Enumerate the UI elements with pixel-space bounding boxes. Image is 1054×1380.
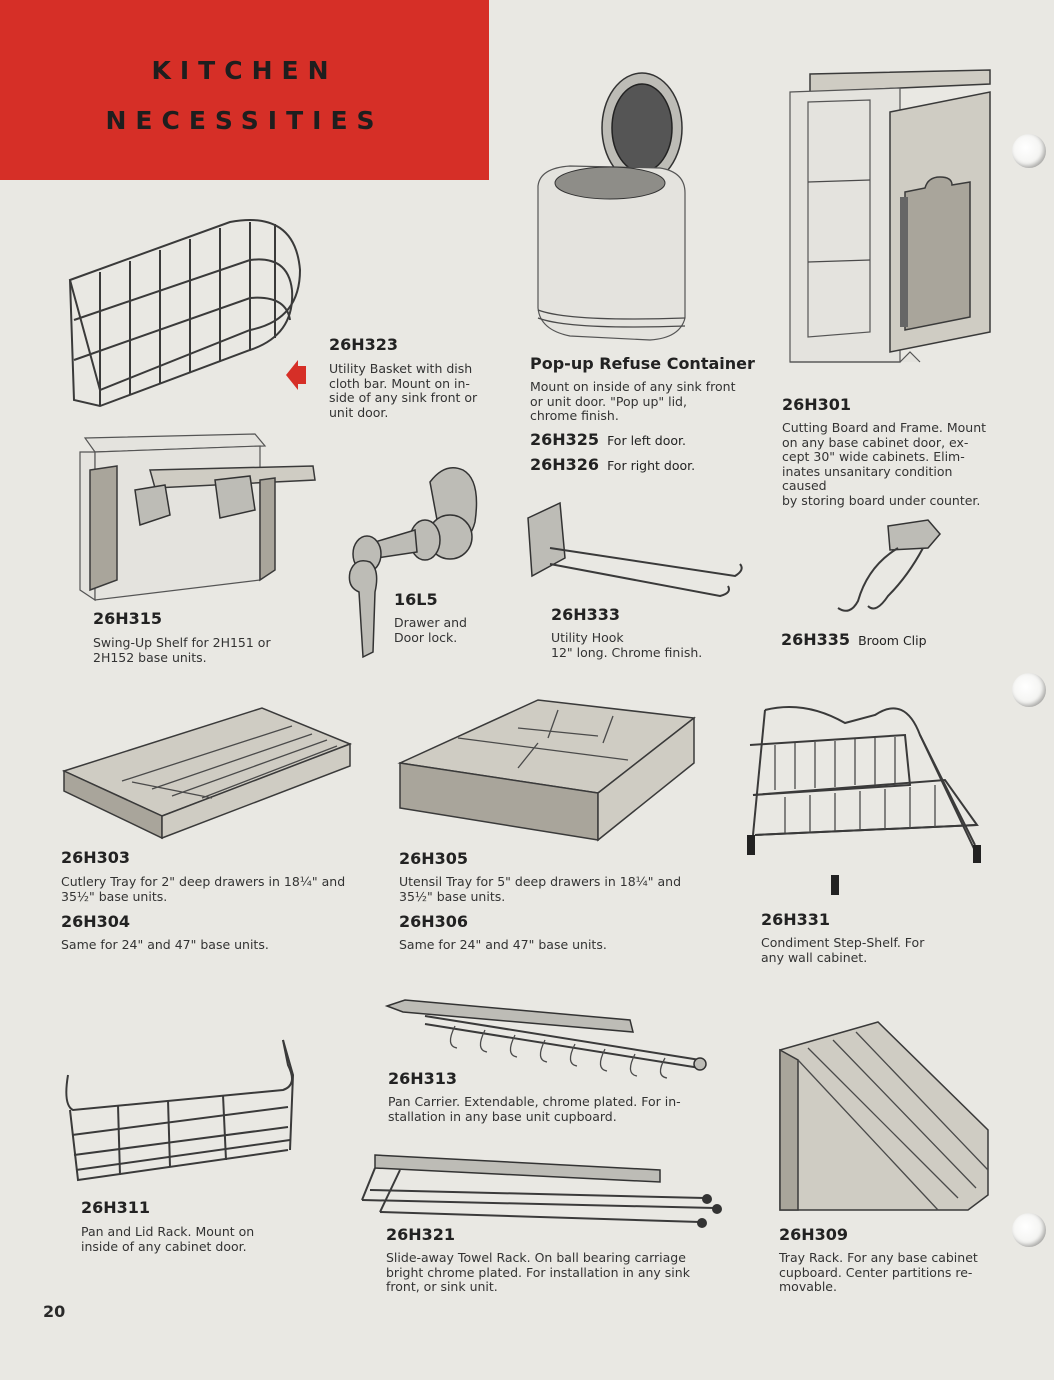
desc-line: Door lock. (394, 629, 458, 645)
product-code-26h335 (781, 630, 927, 649)
desc-line: Same for 24" and 47" base units. (399, 937, 607, 952)
refuse-container-image (530, 68, 690, 343)
product-desc-26h315 (93, 636, 293, 665)
product-code-26h315: 26H315 (93, 609, 163, 628)
desc-line: 2H152 base units. (93, 649, 207, 665)
desc-line: Slide-away Towel Rack. On ball bearing carriage (386, 1250, 686, 1265)
product-desc-refuse (530, 380, 742, 424)
pan-lid-rack-image (58, 1035, 303, 1185)
banner-title-line1: KITCHEN (151, 56, 338, 85)
header-banner (0, 0, 489, 180)
desc-line: inside of any cabinet door. (81, 1238, 247, 1254)
product-desc-26h323 (329, 362, 499, 420)
desc-line: side of any sink front or (329, 390, 478, 405)
desc-line: cept 30" wide cabinets. Elim- (782, 449, 965, 464)
product-title-refuse: Pop-up Refuse Container (530, 354, 755, 373)
desc-line: any wall cabinet. (761, 949, 868, 965)
desc-line: 35½" base units. (61, 888, 168, 904)
variant-label: For left door. (607, 433, 686, 448)
condiment-step-shelf-image (745, 695, 985, 905)
cutting-board-cabinet-image (780, 62, 995, 370)
desc-line: chrome finish. (530, 408, 619, 423)
utility-hook-image (520, 498, 750, 608)
product-code-26h323: 26H323 (329, 335, 399, 354)
binder-hole-icon (1012, 1213, 1046, 1247)
towel-rack-image (360, 1150, 735, 1235)
product-code-26h321: 26H321 (386, 1225, 456, 1244)
code-text: 26H335 (781, 630, 851, 649)
product-code-26h303: 26H303 (61, 848, 131, 867)
product-code-26h325 (530, 430, 686, 449)
page-number: 20 (43, 1302, 66, 1321)
utensil-tray-image (398, 698, 698, 843)
product-desc-26h306 (399, 938, 699, 953)
utility-basket-image (60, 210, 320, 410)
product-desc-26h303 (61, 875, 361, 904)
product-code-26h326 (530, 455, 695, 474)
desc-line: 12" long. Chrome finish. (551, 644, 703, 660)
desc-line: on any base cabinet door, ex- (782, 434, 969, 450)
desc-line: Cutlery Tray for 2" deep drawers in 18¼" and (61, 874, 346, 889)
binder-hole-icon (1012, 673, 1046, 707)
desc-line: or unit door. "Pop up" lid, (530, 393, 687, 409)
banner-title-line2: NECESSITIES (105, 106, 384, 135)
desc-line: Tray Rack. For any base cabinet (779, 1250, 978, 1265)
product-code-26h309: 26H309 (779, 1225, 849, 1244)
product-desc-26h313 (388, 1095, 708, 1124)
desc-line: bright chrome plated. For installation in any sink (386, 1264, 690, 1280)
product-desc-26h321 (386, 1251, 706, 1295)
variant-label: For right door. (607, 458, 696, 473)
desc-line: Pan Carrier. Extendable, chrome plated. For in- (388, 1094, 681, 1109)
tray-rack-image (778, 1020, 993, 1215)
product-code-26h305: 26H305 (399, 849, 469, 868)
product-desc-26h331 (761, 936, 961, 965)
product-desc-26h309 (779, 1251, 991, 1295)
binder-hole-icon (1012, 134, 1046, 168)
red-left-arrow-icon (286, 360, 308, 390)
product-desc-26h305 (399, 875, 699, 904)
desc-line: movable. (779, 1279, 837, 1294)
product-desc-26h304 (61, 938, 361, 953)
product-code-26h313: 26H313 (388, 1069, 458, 1088)
desc-line: unit door. (329, 404, 389, 420)
product-code-26h306: 26H306 (399, 912, 469, 931)
desc-line: 35½" base units. (399, 888, 506, 904)
desc-line: Mount on inside of any sink front (530, 379, 736, 394)
broom-clip-image (828, 516, 948, 621)
desc-line: Same for 24" and 47" base units. (61, 937, 269, 952)
product-code-26h301: 26H301 (782, 395, 852, 414)
product-code-26h333: 26H333 (551, 605, 621, 624)
cutlery-tray-image (62, 706, 354, 841)
desc-line: Condiment Step-Shelf. For (761, 935, 925, 950)
variant-code: 26H326 (530, 455, 600, 474)
desc-line: by storing board under counter. (782, 492, 981, 508)
product-desc-26h301 (782, 421, 997, 508)
desc-line: cupboard. Center partitions re- (779, 1264, 973, 1280)
product-desc-16l5 (394, 616, 494, 645)
pan-carrier-image (385, 998, 710, 1078)
desc-line: cloth bar. Mount on in- (329, 375, 470, 391)
desc-line: Pan and Lid Rack. Mount on (81, 1224, 255, 1239)
desc-line: inates unsanitary condition caused (782, 463, 953, 493)
swing-up-shelf-image (75, 430, 320, 605)
product-code-26h311: 26H311 (81, 1198, 151, 1217)
desc-line: Cutting Board and Frame. Mount (782, 420, 987, 435)
desc-line: Utility Hook (551, 630, 624, 645)
desc-line: Utility Basket with dish (329, 361, 473, 376)
product-code-16l5: 16L5 (394, 590, 438, 609)
variant-code: 26H325 (530, 430, 600, 449)
product-desc-26h335: Broom Clip (858, 633, 927, 648)
desc-line: stallation in any base unit cupboard. (388, 1108, 617, 1124)
product-code-26h331: 26H331 (761, 910, 831, 929)
product-desc-26h333 (551, 631, 721, 660)
desc-line: front, or sink unit. (386, 1279, 498, 1294)
desc-line: Drawer and (394, 615, 467, 630)
product-code-26h304: 26H304 (61, 912, 131, 931)
product-desc-26h311 (81, 1225, 281, 1254)
desc-line: Utensil Tray for 5" deep drawers in 18¼" and (399, 874, 682, 889)
desc-line: Swing-Up Shelf for 2H151 or (93, 635, 271, 650)
